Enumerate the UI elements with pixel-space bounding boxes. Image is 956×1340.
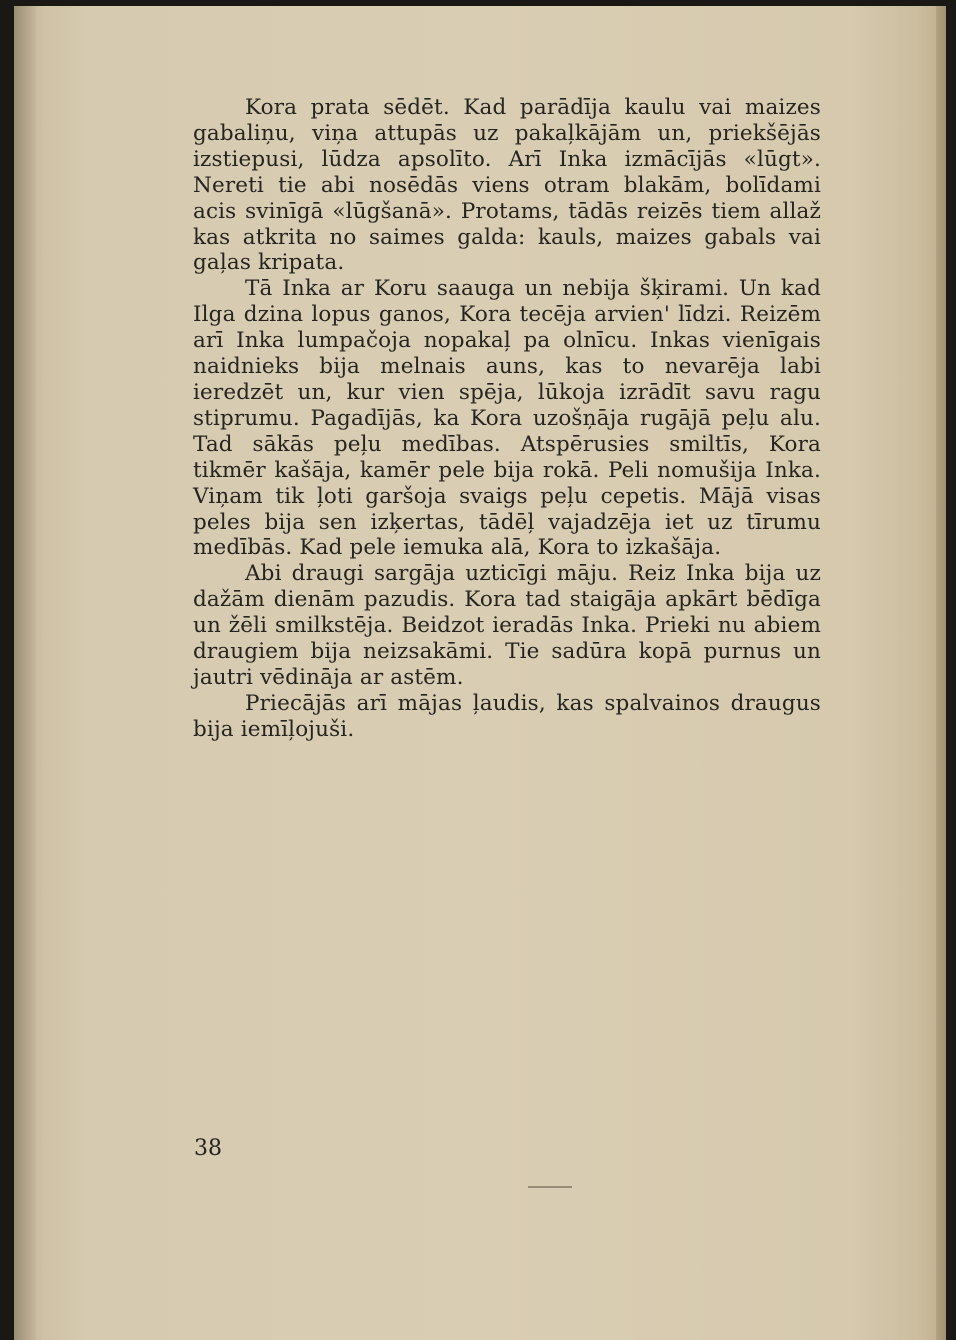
print-smudge — [528, 1186, 572, 1188]
page-number: 38 — [194, 1136, 222, 1161]
page-right-edge — [936, 6, 946, 1340]
paragraph-4: Priecājās arī mājas ļaudis, kas spalvainos draugus bija iemīļojuši. — [193, 690, 821, 742]
paragraph-2: Tā Inka ar Koru saauga un nebija šķirami. Un kad Ilga dzina lopus ganos, Kora tecēja arvien' līdzi. Reizēm arī Inka lumpačoja nopakaļ pa olnīcu. Inkas vienīgais naidnieks bija melnais auns, kas to nevarēja labi ieredzēt un, kur vien spēja, lūkoja izrādīt savu ragu stiprumu. Pagadījās, ka Kora uzošņāja rugājā peļu alu. Tad sākās peļu medības. Atspērusies smiltīs, Kora tikmēr kašāja, kamēr pele bija rokā. Peli nomušija Inka. Viņam tik ļoti garšoja svaigs peļu cepetis. Mājā visas peles bija sen izķertas, tādēļ vajadzēja iet uz tīrumu medībās. Kad pele iemuka alā, Kora to izkašāja. — [193, 276, 821, 561]
paragraph-1: Kora prata sēdēt. Kad parādīja kaulu vai maizes gabaliņu, viņa attupās uz pakaļkājām un, priekšējās izstiepusi, lūdza apsolīto. Arī Inka izmācījās «lūgt». Nereti tie abi nosēdās viens otram blakām, bolīdami acis svinīgā «lūgšanā». Protams, tādās reizēs tiem allaž kas atkrita no saimes galda: kauls, maizes gabals vai gaļas kripata. — [193, 95, 821, 276]
body-text — [193, 95, 821, 743]
paragraph-3: Abi draugi sargāja uzticīgi māju. Reiz Inka bija uz dažām dienām pazudis. Kora tad staigāja apkārt bēdīga un žēli smilkstēja. Beidzot ieradās Inka. Prieki nu abiem draugiem bija neizsakāmi. Tie sadūra kopā purnus un jautri vēdināja ar astēm. — [193, 561, 821, 690]
page-binding-shadow — [14, 6, 36, 1340]
